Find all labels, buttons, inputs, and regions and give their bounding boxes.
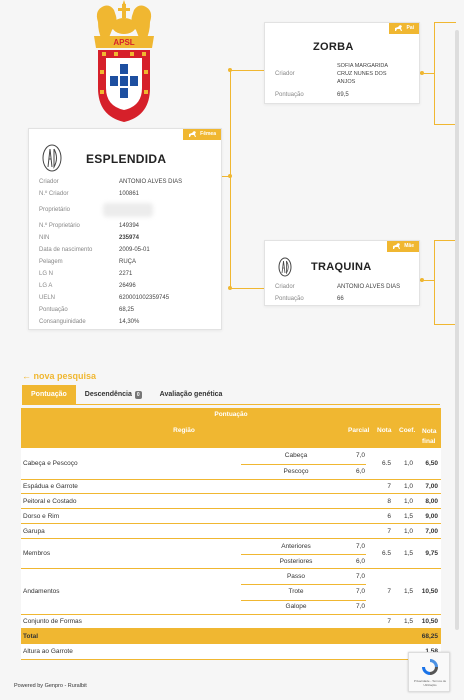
coef-value: 1,0 bbox=[403, 527, 413, 535]
table-header bbox=[21, 408, 441, 448]
sex-tag bbox=[183, 129, 221, 140]
subregion-name: Galope bbox=[285, 603, 307, 611]
region-name: Peitoral e Costado bbox=[23, 497, 77, 505]
subregion-parcial: 7,0 bbox=[355, 542, 365, 550]
subregion-name: Trote bbox=[288, 588, 304, 595]
subregion-parcial: 6,0 bbox=[355, 468, 365, 475]
field-label: Criador bbox=[275, 284, 295, 290]
region-name: Cabeça e Pescoço bbox=[23, 460, 78, 467]
col-header-parcial: Parcial bbox=[348, 427, 370, 434]
col-header-nota: Nota bbox=[377, 427, 392, 434]
tree-connector bbox=[434, 324, 456, 325]
field-value: 2271 bbox=[119, 271, 133, 277]
col-header-nota-final-line2: final bbox=[422, 438, 436, 445]
field-value: 68,25 bbox=[119, 307, 135, 313]
tree-node-dot bbox=[420, 71, 424, 75]
region-name: Altura ao Garrote bbox=[23, 648, 73, 655]
field-label: Consanguinidade bbox=[39, 319, 86, 325]
table-row bbox=[21, 494, 441, 509]
col-header-nota-final bbox=[422, 427, 436, 447]
apsl-crest-logo bbox=[88, 0, 160, 124]
tab-underline bbox=[22, 404, 440, 405]
field-value: 66 bbox=[337, 296, 344, 302]
nota-value: 7 bbox=[387, 588, 391, 595]
final-score: 7,00 bbox=[425, 483, 438, 490]
coef-value: 1,0 bbox=[403, 460, 413, 467]
nota-value: 7 bbox=[387, 483, 391, 490]
subregion-parcial: 7,0 bbox=[355, 603, 365, 611]
tree-connector bbox=[434, 240, 456, 241]
region-name: Andamentos bbox=[23, 588, 60, 595]
field-value: 235974 bbox=[119, 235, 140, 241]
tab-bar bbox=[22, 385, 440, 405]
table-row bbox=[21, 448, 441, 480]
sex-tag bbox=[387, 241, 419, 252]
field-label: Proprietário bbox=[39, 207, 71, 213]
mother-name: TRAQUINA bbox=[311, 261, 372, 273]
field-label: LG N bbox=[39, 271, 54, 277]
subregion-name: Posteriores bbox=[279, 557, 313, 565]
nota-value: 6.5 bbox=[381, 550, 391, 557]
field-value: 2009-05-01 bbox=[119, 247, 150, 253]
subregion-parcial: 7,0 bbox=[355, 452, 365, 459]
tab-label: Avaliação genética bbox=[159, 391, 223, 398]
coef-value: 1,0 bbox=[403, 497, 413, 505]
sex-tag-label: Mãe bbox=[404, 243, 414, 249]
tab-label: Pontuação bbox=[31, 391, 67, 398]
horse-icon bbox=[392, 243, 401, 250]
nota-value: 7 bbox=[387, 618, 391, 625]
subregion-parcial: 7,0 bbox=[355, 572, 365, 580]
scrollbar[interactable] bbox=[455, 30, 459, 630]
field-label: Pontuação bbox=[275, 92, 304, 98]
tab-descendencia[interactable] bbox=[76, 385, 151, 405]
tree-connector bbox=[230, 70, 264, 71]
father-card bbox=[264, 22, 420, 104]
final-score: 9,75 bbox=[425, 550, 438, 557]
table-row bbox=[21, 480, 441, 494]
subregion-name: Passo bbox=[286, 572, 306, 580]
tree-connector bbox=[434, 124, 456, 125]
horse-icon bbox=[188, 131, 197, 138]
subregion-parcial: 7,0 bbox=[355, 588, 365, 595]
field-label: LG A bbox=[39, 283, 53, 289]
recaptcha-icon bbox=[420, 657, 440, 677]
coef-value: 1,5 bbox=[403, 588, 413, 595]
tree-connector bbox=[434, 22, 456, 23]
field-value: 149394 bbox=[119, 223, 140, 229]
coef-value: 1,5 bbox=[403, 550, 413, 557]
owner-redacted bbox=[103, 203, 153, 217]
subregion-name: Pescoço bbox=[283, 468, 309, 475]
region-name: Conjunto de Formas bbox=[23, 618, 82, 625]
recaptcha-text: Privacidade - Termos de Utilização bbox=[413, 679, 447, 687]
subregion-parcial: 6,0 bbox=[355, 557, 365, 565]
field-value: RUÇA bbox=[119, 259, 137, 265]
breeder-monogram-icon bbox=[41, 143, 63, 173]
tree-node-dot bbox=[228, 68, 232, 72]
field-value: 620001002359745 bbox=[119, 295, 170, 301]
sex-tag-label: Pai bbox=[406, 25, 414, 31]
nota-value: 7 bbox=[387, 527, 391, 535]
table-row bbox=[21, 644, 441, 660]
recaptcha-badge[interactable] bbox=[408, 652, 450, 692]
tab-avaliacao-genetica[interactable] bbox=[151, 385, 232, 405]
field-label: UELN bbox=[39, 295, 56, 301]
tree-connector bbox=[434, 240, 435, 324]
final-score: 8,00 bbox=[425, 497, 438, 505]
coef-value: 1,0 bbox=[403, 483, 413, 490]
region-name: Membros bbox=[23, 550, 51, 557]
tree-connector bbox=[230, 70, 231, 288]
tab-label: Descendência bbox=[84, 391, 132, 398]
nota-value: 6 bbox=[387, 512, 391, 520]
field-label: NIN bbox=[39, 235, 50, 241]
field-label: Pelagem bbox=[39, 259, 63, 265]
col-header-regiao: Região bbox=[173, 427, 195, 434]
final-score: 68,25 bbox=[421, 632, 438, 640]
table-row bbox=[21, 615, 441, 629]
horse-name: ESPLENDIDA bbox=[86, 152, 167, 166]
field-label: N.º Criador bbox=[39, 191, 69, 197]
sex-tag bbox=[389, 23, 419, 34]
field-label: Pontuação bbox=[275, 296, 304, 302]
table-row bbox=[21, 569, 441, 615]
region-name: Garupa bbox=[23, 527, 45, 535]
table-title: Pontuação bbox=[214, 411, 248, 418]
field-label: Criador bbox=[275, 71, 295, 77]
tree-node-dot bbox=[228, 286, 232, 290]
field-label: Criador bbox=[39, 179, 59, 185]
field-value: 100861 bbox=[119, 191, 140, 197]
tree-connector bbox=[434, 22, 435, 124]
row-divider bbox=[241, 554, 366, 555]
field-label: Data de nascimento bbox=[39, 247, 93, 253]
row-divider bbox=[241, 464, 366, 465]
table-row bbox=[21, 539, 441, 569]
final-score: 10,50 bbox=[421, 618, 438, 625]
breeder-monogram-icon bbox=[278, 257, 292, 277]
final-score: 9,00 bbox=[425, 512, 438, 520]
table-row bbox=[21, 509, 441, 524]
horse-icon bbox=[394, 25, 403, 32]
nota-value: 6.5 bbox=[381, 460, 391, 467]
col-header-nota-final-line1: Nota bbox=[422, 428, 437, 435]
field-value: ANTONIO ALVES DIAS bbox=[119, 179, 183, 185]
arrow-left-icon: ← bbox=[22, 371, 31, 381]
row-divider bbox=[241, 600, 366, 601]
col-header-coef: Coef. bbox=[399, 427, 416, 434]
subregion-name: Anteriores bbox=[281, 542, 311, 550]
field-value: SOFIA MARGARIDA CRUZ NUNES DOS ANJOS bbox=[337, 63, 388, 85]
field-value: 26496 bbox=[119, 283, 136, 289]
field-value: ANTONIO ALVES DIAS bbox=[337, 284, 401, 290]
father-name: ZORBA bbox=[313, 41, 354, 53]
row-divider bbox=[241, 584, 366, 585]
region-name: Dorso e Rim bbox=[23, 512, 60, 520]
tree-connector bbox=[230, 288, 264, 289]
final-score: 7,00 bbox=[425, 527, 438, 535]
final-score: 6,50 bbox=[425, 460, 438, 467]
final-score: 10,50 bbox=[421, 588, 438, 595]
new-search-link[interactable] bbox=[22, 371, 96, 381]
region-name: Total bbox=[23, 632, 39, 640]
footer-credit: Powered by Genpro - Ruralbit bbox=[14, 683, 87, 689]
sex-tag-label: Fêmea bbox=[200, 131, 216, 137]
tab-pontuacao[interactable] bbox=[22, 385, 76, 405]
table-row bbox=[21, 524, 441, 539]
new-search-label: nova pesquisa bbox=[33, 371, 97, 381]
coef-value: 1,5 bbox=[403, 618, 413, 625]
total-row bbox=[21, 629, 441, 644]
crest-text: APSL bbox=[113, 38, 135, 47]
count-badge: 0 bbox=[136, 392, 140, 398]
nota-value: 8 bbox=[387, 497, 391, 505]
main-horse-card bbox=[28, 128, 222, 330]
field-value: 69,5 bbox=[337, 92, 349, 98]
field-label: Pontuação bbox=[39, 307, 68, 313]
field-value: 14,30% bbox=[119, 319, 140, 325]
score-table bbox=[21, 408, 441, 660]
region-name: Espádua e Garrote bbox=[23, 483, 78, 490]
field-label: N.º Proprietário bbox=[39, 223, 80, 229]
tree-node-dot bbox=[420, 278, 424, 282]
mother-card bbox=[264, 240, 420, 306]
coef-value: 1,5 bbox=[403, 512, 413, 520]
subregion-name: Cabeça bbox=[284, 452, 308, 459]
